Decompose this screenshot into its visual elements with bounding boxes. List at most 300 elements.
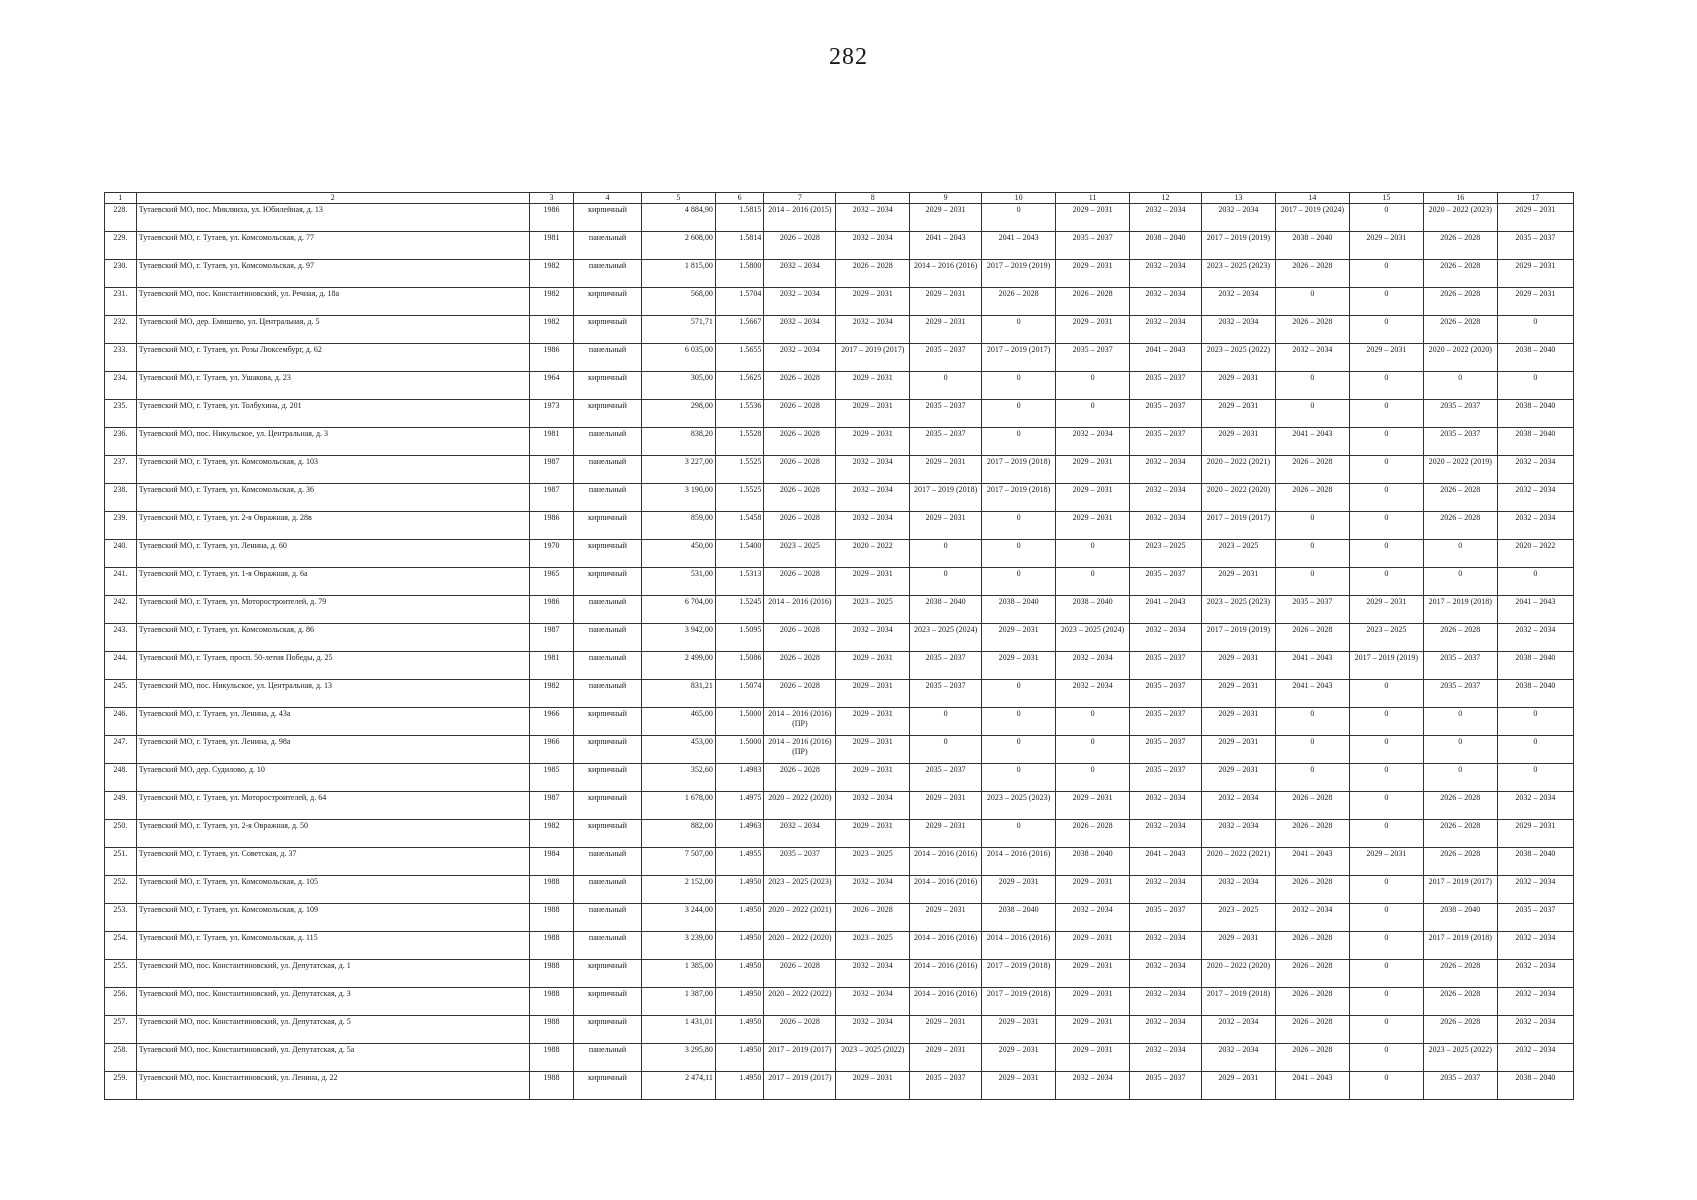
table-cell: 0 <box>1056 708 1130 736</box>
table-cell: панельный <box>574 1044 642 1072</box>
table-cell: 450,00 <box>641 540 715 568</box>
table-cell: 0 <box>982 400 1056 428</box>
table-cell: 1982 <box>529 820 573 848</box>
table-row <box>105 260 1574 288</box>
table-row <box>105 288 1574 316</box>
table-cell: 1.5313 <box>715 568 764 596</box>
table-cell: 2026 – 2028 <box>1423 232 1497 260</box>
table-cell: 2014 – 2016 (2016) (ПР) <box>764 708 836 736</box>
table-cell: 1.5800 <box>715 260 764 288</box>
table-cell: 1.4950 <box>715 1072 764 1100</box>
table-cell: 1.4950 <box>715 904 764 932</box>
table-cell: 1 678,00 <box>641 792 715 820</box>
table-cell: 2032 – 2034 <box>1056 904 1130 932</box>
table-cell: 0 <box>1349 204 1423 232</box>
table-row <box>105 484 1574 512</box>
table-cell: 1981 <box>529 652 573 680</box>
table-cell: 2017 – 2019 (2019) <box>982 260 1056 288</box>
table-cell: 0 <box>1056 400 1130 428</box>
table-cell: 2020 – 2022 (2019) <box>1423 456 1497 484</box>
table-cell: 0 <box>982 540 1056 568</box>
table-cell: 0 <box>1349 988 1423 1016</box>
table-cell: 1988 <box>529 932 573 960</box>
table-cell: 258. <box>105 1044 137 1072</box>
table-cell: 242. <box>105 596 137 624</box>
table-cell: 244. <box>105 652 137 680</box>
table-cell: 2035 – 2037 <box>1130 708 1202 736</box>
table-cell: Тутаевский МО, г. Тутаев, ул. Моторостроителей, д. 79 <box>136 596 529 624</box>
table-cell: 2032 – 2034 <box>836 876 910 904</box>
table-cell: 2017 – 2019 (2018) <box>1423 596 1497 624</box>
table-cell: 2 152,00 <box>641 876 715 904</box>
table-cell: 0 <box>1349 1072 1423 1100</box>
table-cell: 2029 – 2031 <box>836 680 910 708</box>
table-cell: 2017 – 2019 (2018) <box>910 484 982 512</box>
table-cell: 2032 – 2034 <box>764 344 836 372</box>
table-cell: 2014 – 2016 (2016) (ПР) <box>764 736 836 764</box>
table-cell: 2023 – 2025 (2022) <box>836 1044 910 1072</box>
table-row <box>105 1044 1574 1072</box>
table-row <box>105 316 1574 344</box>
table-cell: 2020 – 2022 (2020) <box>764 792 836 820</box>
table-cell: 1986 <box>529 596 573 624</box>
table-cell: 0 <box>1056 540 1130 568</box>
table-cell: 2032 – 2034 <box>836 960 910 988</box>
table-cell: 2041 – 2043 <box>1497 596 1573 624</box>
table-cell: 2029 – 2031 <box>1201 428 1275 456</box>
table-cell: 2026 – 2028 <box>764 400 836 428</box>
table-cell: 2029 – 2031 <box>1056 316 1130 344</box>
table-cell: 2032 – 2034 <box>1497 456 1573 484</box>
table-cell: 2032 – 2034 <box>764 288 836 316</box>
table-row <box>105 344 1574 372</box>
table-cell: 3 295,80 <box>641 1044 715 1072</box>
table-cell: 0 <box>1056 736 1130 764</box>
table-cell: 2029 – 2031 <box>1201 400 1275 428</box>
register-table <box>104 192 1574 1100</box>
table-cell: 1988 <box>529 904 573 932</box>
table-cell: 2014 – 2016 (2016) <box>982 932 1056 960</box>
table-cell: Тутаевский МО, г. Тутаев, ул. Комсомольская, д. 115 <box>136 932 529 960</box>
table-cell: 2032 – 2034 <box>1130 988 1202 1016</box>
table-cell: 2029 – 2031 <box>1056 1044 1130 1072</box>
table-cell: 2017 – 2019 (2017) <box>764 1044 836 1072</box>
table-cell: 0 <box>1275 708 1349 736</box>
table-cell: 1985 <box>529 764 573 792</box>
table-cell: 2035 – 2037 <box>910 428 982 456</box>
table-cell: 0 <box>1349 456 1423 484</box>
table-row <box>105 904 1574 932</box>
table-cell: 2035 – 2037 <box>1423 652 1497 680</box>
table-cell: 253. <box>105 904 137 932</box>
table-cell: 2035 – 2037 <box>1423 680 1497 708</box>
table-cell: 2032 – 2034 <box>1130 316 1202 344</box>
table-cell: 2026 – 2028 <box>1275 484 1349 512</box>
table-cell: кирпичный <box>574 792 642 820</box>
table-cell: 2035 – 2037 <box>1275 596 1349 624</box>
table-cell: 2029 – 2031 <box>1201 736 1275 764</box>
table-cell: 2029 – 2031 <box>1056 204 1130 232</box>
table-cell: 2029 – 2031 <box>1497 204 1573 232</box>
table-cell: 838,20 <box>641 428 715 456</box>
column-number: 12 <box>1130 193 1202 204</box>
table-cell: 0 <box>982 736 1056 764</box>
table-cell: 0 <box>1349 512 1423 540</box>
table-cell: 1988 <box>529 988 573 1016</box>
table-cell: 0 <box>1349 428 1423 456</box>
table-cell: 2041 – 2043 <box>1275 652 1349 680</box>
table-cell: 228. <box>105 204 137 232</box>
table-cell: 2023 – 2025 (2023) <box>1201 596 1275 624</box>
table-cell: 1 387,00 <box>641 988 715 1016</box>
table-cell: Тутаевский МО, г. Тутаев, ул. Толбухина, д. 201 <box>136 400 529 428</box>
table-cell: 0 <box>1497 764 1573 792</box>
table-row <box>105 232 1574 260</box>
column-number: 8 <box>836 193 910 204</box>
table-cell: 2032 – 2034 <box>1497 960 1573 988</box>
table-cell: 1.4950 <box>715 960 764 988</box>
table-cell: панельный <box>574 680 642 708</box>
table-cell: 234. <box>105 372 137 400</box>
table-cell: 0 <box>1349 568 1423 596</box>
table-row <box>105 932 1574 960</box>
table-cell: 2023 – 2025 <box>764 540 836 568</box>
table-cell: 2026 – 2028 <box>764 960 836 988</box>
table-cell: 1966 <box>529 736 573 764</box>
table-cell: 2032 – 2034 <box>1275 344 1349 372</box>
table-cell: панельный <box>574 904 642 932</box>
table-cell: 2029 – 2031 <box>910 456 982 484</box>
table-cell: 2026 – 2028 <box>1275 316 1349 344</box>
table-cell: 2029 – 2031 <box>1056 792 1130 820</box>
table-cell: 2035 – 2037 <box>910 764 982 792</box>
table-cell: 2026 – 2028 <box>1275 456 1349 484</box>
table-cell: панельный <box>574 624 642 652</box>
table-cell: 2029 – 2031 <box>910 1044 982 1072</box>
table-cell: кирпичный <box>574 960 642 988</box>
table-cell: 0 <box>982 204 1056 232</box>
table-cell: 2035 – 2037 <box>1130 1072 1202 1100</box>
table-cell: 2038 – 2040 <box>1275 232 1349 260</box>
table-cell: 2038 – 2040 <box>1497 1072 1573 1100</box>
column-number: 3 <box>529 193 573 204</box>
table-cell: 2032 – 2034 <box>836 232 910 260</box>
table-cell: панельный <box>574 932 642 960</box>
table-cell: 2029 – 2031 <box>836 568 910 596</box>
table-cell: 1.5525 <box>715 456 764 484</box>
table-cell: 2032 – 2034 <box>1497 1016 1573 1044</box>
table-cell: 2029 – 2031 <box>982 1072 1056 1100</box>
table-cell: 2035 – 2037 <box>1130 736 1202 764</box>
table-cell: 0 <box>910 372 982 400</box>
table-cell: 1986 <box>529 344 573 372</box>
table-cell: 0 <box>1275 764 1349 792</box>
table-cell: Тутаевский МО, г. Тутаев, ул. Ушакова, д. 23 <box>136 372 529 400</box>
table-cell: кирпичный <box>574 204 642 232</box>
table-cell: 2032 – 2034 <box>1130 204 1202 232</box>
table-cell: 0 <box>1349 792 1423 820</box>
table-cell: 2029 – 2031 <box>1056 876 1130 904</box>
column-number: 14 <box>1275 193 1349 204</box>
table-cell: 2032 – 2034 <box>764 260 836 288</box>
table-cell: 2035 – 2037 <box>1130 372 1202 400</box>
table-cell: кирпичный <box>574 512 642 540</box>
table-cell: 3 227,00 <box>641 456 715 484</box>
table-cell: 2035 – 2037 <box>1130 764 1202 792</box>
table-cell: 2032 – 2034 <box>1056 428 1130 456</box>
table-cell: 1964 <box>529 372 573 400</box>
table-cell: 2032 – 2034 <box>1497 624 1573 652</box>
table-cell: 0 <box>1349 372 1423 400</box>
table-cell: 2032 – 2034 <box>1497 484 1573 512</box>
table-cell: 2029 – 2031 <box>1201 932 1275 960</box>
table-cell: 2032 – 2034 <box>836 456 910 484</box>
table-cell: 2038 – 2040 <box>1423 904 1497 932</box>
table-cell: Тутаевский МО, дер. Емишево, ул. Центральная, д. 5 <box>136 316 529 344</box>
table-cell: 237. <box>105 456 137 484</box>
table-cell: 1.4983 <box>715 764 764 792</box>
table-cell: 0 <box>1423 736 1497 764</box>
table-cell: 1988 <box>529 1044 573 1072</box>
table-cell: 2029 – 2031 <box>982 1016 1056 1044</box>
table-cell: 2023 – 2025 <box>836 596 910 624</box>
table-cell: 2035 – 2037 <box>1423 1072 1497 1100</box>
table-cell: 2026 – 2028 <box>1275 988 1349 1016</box>
table-cell: 0 <box>1275 372 1349 400</box>
table-cell: 1.5625 <box>715 372 764 400</box>
table-cell: панельный <box>574 232 642 260</box>
table-cell: 2026 – 2028 <box>1423 820 1497 848</box>
table-cell: 3 239,00 <box>641 932 715 960</box>
table-cell: кирпичный <box>574 540 642 568</box>
table-cell: 2035 – 2037 <box>1497 232 1573 260</box>
table-cell: 0 <box>1056 568 1130 596</box>
table-cell: 1 431,01 <box>641 1016 715 1044</box>
table-cell: 2014 – 2016 (2016) <box>910 848 982 876</box>
table-cell: 1982 <box>529 680 573 708</box>
table-cell: 2026 – 2028 <box>1423 624 1497 652</box>
table-cell: 2032 – 2034 <box>1201 792 1275 820</box>
table-cell: кирпичный <box>574 1016 642 1044</box>
table-cell: 2023 – 2025 (2024) <box>910 624 982 652</box>
table-cell: 0 <box>1349 708 1423 736</box>
table-cell: 1.5245 <box>715 596 764 624</box>
table-cell: 298,00 <box>641 400 715 428</box>
table-cell: 2032 – 2034 <box>1130 260 1202 288</box>
table-cell: 1970 <box>529 540 573 568</box>
table-cell: 0 <box>982 568 1056 596</box>
table-cell: 2032 – 2034 <box>1201 316 1275 344</box>
table-cell: 1.4963 <box>715 820 764 848</box>
table-cell: 2020 – 2022 (2020) <box>1201 484 1275 512</box>
table-cell: 2026 – 2028 <box>764 568 836 596</box>
table-cell: 2041 – 2043 <box>1275 428 1349 456</box>
table-cell: 2035 – 2037 <box>764 848 836 876</box>
table-cell: 2017 – 2019 (2017) <box>982 344 1056 372</box>
table-cell: 2032 – 2034 <box>1130 456 1202 484</box>
table-row <box>105 764 1574 792</box>
table-cell: 0 <box>982 512 1056 540</box>
table-cell: 2038 – 2040 <box>1497 652 1573 680</box>
table-cell: 1.4950 <box>715 932 764 960</box>
table-cell: 1.4950 <box>715 1016 764 1044</box>
table-cell: Тутаевский МО, пос. Константиновский, ул. Депутатская, д. 1 <box>136 960 529 988</box>
table-cell: 2026 – 2028 <box>764 512 836 540</box>
table-cell: 2020 – 2022 (2020) <box>1201 960 1275 988</box>
table-cell: 2032 – 2034 <box>836 204 910 232</box>
table-cell: 2029 – 2031 <box>836 1072 910 1100</box>
table-row <box>105 568 1574 596</box>
table-cell: 0 <box>982 428 1056 456</box>
table-cell: 256. <box>105 988 137 1016</box>
table-cell: 0 <box>1056 764 1130 792</box>
table-cell: 2017 – 2019 (2018) <box>982 960 1056 988</box>
table-cell: 2029 – 2031 <box>1497 820 1573 848</box>
table-cell: 2032 – 2034 <box>1201 820 1275 848</box>
table-cell: 2029 – 2031 <box>1056 456 1130 484</box>
table-cell: 2026 – 2028 <box>1275 260 1349 288</box>
table-cell: Тутаевский МО, г. Тутаев, ул. Комсомольская, д. 109 <box>136 904 529 932</box>
table-cell: 2026 – 2028 <box>1056 820 1130 848</box>
table-cell: 2035 – 2037 <box>1130 680 1202 708</box>
table-cell: 2032 – 2034 <box>1497 988 1573 1016</box>
table-cell: 2014 – 2016 (2016) <box>764 596 836 624</box>
table-cell: 1.5536 <box>715 400 764 428</box>
table-cell: 2026 – 2028 <box>1275 624 1349 652</box>
table-cell: 6 704,00 <box>641 596 715 624</box>
table-cell: 2035 – 2037 <box>1130 652 1202 680</box>
table-row <box>105 988 1574 1016</box>
table-cell: 2035 – 2037 <box>1130 904 1202 932</box>
table-cell: 2032 – 2034 <box>1201 204 1275 232</box>
table-cell: 2041 – 2043 <box>1130 344 1202 372</box>
table-cell: 2026 – 2028 <box>1275 876 1349 904</box>
table-cell: 2032 – 2034 <box>836 624 910 652</box>
table-cell: 2035 – 2037 <box>910 680 982 708</box>
table-cell: 0 <box>910 736 982 764</box>
table-cell: 2023 – 2025 (2024) <box>1056 624 1130 652</box>
table-cell: 305,00 <box>641 372 715 400</box>
table-row <box>105 708 1574 736</box>
table-cell: 0 <box>1349 260 1423 288</box>
table-cell: 2014 – 2016 (2016) <box>910 988 982 1016</box>
table-cell: 2032 – 2034 <box>1056 1072 1130 1100</box>
table-cell: 2035 – 2037 <box>910 1072 982 1100</box>
table-cell: панельный <box>574 652 642 680</box>
table-cell: 0 <box>1349 316 1423 344</box>
table-cell: 2014 – 2016 (2016) <box>910 932 982 960</box>
table-cell: 2017 – 2019 (2019) <box>1201 232 1275 260</box>
table-cell: 1 815,00 <box>641 260 715 288</box>
table-row <box>105 820 1574 848</box>
table-cell: 0 <box>1349 540 1423 568</box>
table-cell: 2026 – 2028 <box>836 260 910 288</box>
table-cell: 2029 – 2031 <box>982 1044 1056 1072</box>
table-cell: 2026 – 2028 <box>1423 1016 1497 1044</box>
table-cell: 0 <box>1349 1044 1423 1072</box>
table-cell: 2041 – 2043 <box>1130 848 1202 876</box>
table-cell: 2 474,11 <box>641 1072 715 1100</box>
table-row <box>105 512 1574 540</box>
table-row <box>105 372 1574 400</box>
table-cell: 1966 <box>529 708 573 736</box>
table-cell: 2014 – 2016 (2016) <box>910 876 982 904</box>
table-row <box>105 1016 1574 1044</box>
table-cell: 0 <box>1497 568 1573 596</box>
table-row <box>105 540 1574 568</box>
table-cell: 238. <box>105 484 137 512</box>
table-cell: 255. <box>105 960 137 988</box>
table-cell: кирпичный <box>574 400 642 428</box>
table-cell: 2029 – 2031 <box>982 652 1056 680</box>
table-cell: 2026 – 2028 <box>1275 1044 1349 1072</box>
table-cell: 0 <box>1275 568 1349 596</box>
table-cell: 1.5000 <box>715 736 764 764</box>
table-cell: 2026 – 2028 <box>764 232 836 260</box>
table-cell: 2029 – 2031 <box>1201 764 1275 792</box>
table-cell: 2032 – 2034 <box>1497 932 1573 960</box>
table-cell: 0 <box>1349 960 1423 988</box>
table-cell: 2029 – 2031 <box>836 400 910 428</box>
table-cell: 0 <box>1349 764 1423 792</box>
table-cell: 1988 <box>529 876 573 904</box>
table-cell: 0 <box>1056 372 1130 400</box>
table-cell: 2026 – 2028 <box>764 372 836 400</box>
table-cell: 531,00 <box>641 568 715 596</box>
table-cell: панельный <box>574 260 642 288</box>
table-row <box>105 400 1574 428</box>
column-number: 7 <box>764 193 836 204</box>
table-cell: 1.5095 <box>715 624 764 652</box>
table-cell: 2032 – 2034 <box>836 988 910 1016</box>
table-row <box>105 456 1574 484</box>
table-cell: кирпичный <box>574 764 642 792</box>
column-number: 16 <box>1423 193 1497 204</box>
table-cell: 236. <box>105 428 137 456</box>
table-cell: Тутаевский МО, г. Тутаев, ул. Комсомольская, д. 103 <box>136 456 529 484</box>
table-cell: 2029 – 2031 <box>836 764 910 792</box>
table-cell: Тутаевский МО, пос. Константиновский, ул. Депутатская, д. 3 <box>136 988 529 1016</box>
table-cell: Тутаевский МО, г. Тутаев, просп. 50-летия Победы, д. 25 <box>136 652 529 680</box>
table-cell: 2029 – 2031 <box>1349 848 1423 876</box>
table-cell: Тутаевский МО, г. Тутаев, ул. 2-я Овражная, д. 28в <box>136 512 529 540</box>
table-cell: 2035 – 2037 <box>1423 400 1497 428</box>
table-cell: 0 <box>1497 316 1573 344</box>
table-cell: Тутаевский МО, г. Тутаев, ул. Комсомольская, д. 105 <box>136 876 529 904</box>
table-cell: Тутаевский МО, пос. Константиновский, ул. Речная, д. 18а <box>136 288 529 316</box>
table-cell: 0 <box>1349 484 1423 512</box>
table-cell: 2017 – 2019 (2018) <box>1201 988 1275 1016</box>
table-cell: 2026 – 2028 <box>1423 512 1497 540</box>
table-cell: Тутаевский МО, г. Тутаев, ул. Ленина, д. 60 <box>136 540 529 568</box>
table-cell: Тутаевский МО, г. Тутаев, ул. Розы Люксембург, д. 62 <box>136 344 529 372</box>
table-cell: 1988 <box>529 1072 573 1100</box>
column-number: 9 <box>910 193 982 204</box>
table-cell: 2038 – 2040 <box>982 904 1056 932</box>
table-cell: 2029 – 2031 <box>910 904 982 932</box>
table-cell: 2032 – 2034 <box>1130 820 1202 848</box>
table-cell: 2023 – 2025 (2022) <box>1423 1044 1497 1072</box>
table-cell: 1965 <box>529 568 573 596</box>
table-cell: 2026 – 2028 <box>764 1016 836 1044</box>
table-cell: 2032 – 2034 <box>836 1016 910 1044</box>
table-cell: 0 <box>982 708 1056 736</box>
table-cell: 2017 – 2019 (2017) <box>836 344 910 372</box>
table-cell: 2035 – 2037 <box>1130 568 1202 596</box>
table-cell: 2029 – 2031 <box>1201 680 1275 708</box>
table-cell: 2032 – 2034 <box>1201 288 1275 316</box>
table-cell: 2026 – 2028 <box>1423 792 1497 820</box>
